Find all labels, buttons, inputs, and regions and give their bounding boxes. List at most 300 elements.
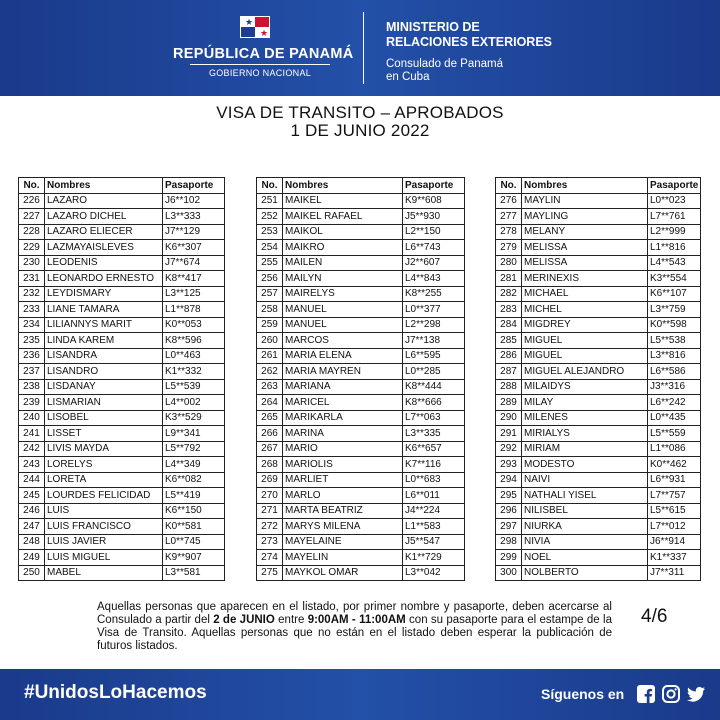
row-name: LAZARO DICHEL — [45, 209, 163, 225]
row-name: LORETA — [45, 472, 163, 488]
row-number: 277 — [496, 209, 522, 225]
table-row — [496, 395, 701, 411]
row-name: LAZARO ELIECER — [45, 224, 163, 240]
table-row — [496, 457, 701, 473]
row-passport: L6**242 — [648, 395, 701, 411]
notice-time: 9:00AM - 11:00AM — [307, 614, 406, 626]
table-row — [19, 255, 225, 271]
row-passport: K3**529 — [163, 410, 225, 426]
row-number: 269 — [257, 472, 283, 488]
row-number: 284 — [496, 317, 522, 333]
notice-text-3: con su pasaporte para el estampe de la Visa de Transito. Aquellas personas que no están en el listado deben esperar la publicación de futuros listados. — [97, 614, 612, 652]
column-header-passport: Pasaporte — [163, 178, 225, 194]
table-row — [257, 286, 465, 302]
row-name: MAYLIN — [522, 193, 648, 209]
row-number: 232 — [19, 286, 45, 302]
consulate-line-2: en Cuba — [386, 71, 430, 83]
table-row — [496, 565, 701, 581]
row-passport: L5**792 — [163, 441, 225, 457]
table-row — [257, 333, 465, 349]
table-row — [257, 395, 465, 411]
column-header-no: No. — [496, 178, 522, 194]
table-row — [496, 426, 701, 442]
row-number: 296 — [496, 503, 522, 519]
row-name: MELISSA — [522, 240, 648, 256]
table-row — [496, 441, 701, 457]
row-number: 285 — [496, 333, 522, 349]
row-passport: L7**757 — [648, 488, 701, 504]
table-row — [257, 240, 465, 256]
row-name: LAZARO — [45, 193, 163, 209]
row-number: 288 — [496, 379, 522, 395]
row-name: LEONARDO ERNESTO — [45, 271, 163, 287]
consulate-name — [386, 58, 586, 84]
table-row — [257, 410, 465, 426]
row-name: MABEL — [45, 565, 163, 581]
table-row — [496, 519, 701, 535]
row-name: MANUEL — [283, 317, 403, 333]
row-passport: K0**462 — [648, 457, 701, 473]
row-number: 299 — [496, 550, 522, 566]
row-name: LISANDRA — [45, 348, 163, 364]
row-passport: J3**316 — [648, 379, 701, 395]
row-number: 233 — [19, 302, 45, 318]
row-passport: L3**335 — [403, 426, 465, 442]
row-passport: J7**311 — [648, 565, 701, 581]
row-passport: J6**102 — [163, 193, 225, 209]
row-passport: K8**417 — [163, 271, 225, 287]
row-number: 266 — [257, 426, 283, 442]
row-name: MANUEL — [283, 302, 403, 318]
row-passport: L1**878 — [163, 302, 225, 318]
row-number: 272 — [257, 519, 283, 535]
row-name: MARLO — [283, 488, 403, 504]
row-name: MAYELIN — [283, 550, 403, 566]
table-row — [257, 503, 465, 519]
row-passport: K6**082 — [163, 472, 225, 488]
row-name: LISANDRO — [45, 364, 163, 380]
row-number: 248 — [19, 534, 45, 550]
row-name: MAIRELYS — [283, 286, 403, 302]
table-row — [19, 271, 225, 287]
column-header-no: No. — [19, 178, 45, 194]
row-passport: L5**538 — [648, 333, 701, 349]
row-number: 287 — [496, 364, 522, 380]
row-name: NOLBERTO — [522, 565, 648, 581]
table-row — [496, 193, 701, 209]
table-header-row — [257, 178, 465, 194]
row-number: 243 — [19, 457, 45, 473]
table-row — [19, 395, 225, 411]
row-number: 275 — [257, 565, 283, 581]
row-number: 228 — [19, 224, 45, 240]
row-passport: L3**581 — [163, 565, 225, 581]
row-name: MIGUEL — [522, 348, 648, 364]
row-name: MIRIALYS — [522, 426, 648, 442]
row-passport: K3**554 — [648, 271, 701, 287]
row-name: MIRIAM — [522, 441, 648, 457]
row-number: 238 — [19, 379, 45, 395]
row-number: 267 — [257, 441, 283, 457]
row-name: LUIS JAVIER — [45, 534, 163, 550]
row-number: 253 — [257, 224, 283, 240]
row-name: MAYKOL OMAR — [283, 565, 403, 581]
table-row — [257, 457, 465, 473]
row-name: MARINA — [283, 426, 403, 442]
row-number: 227 — [19, 209, 45, 225]
row-name: MERINEXIS — [522, 271, 648, 287]
row-number: 256 — [257, 271, 283, 287]
row-name: LOURDES FELICIDAD — [45, 488, 163, 504]
table-row — [496, 333, 701, 349]
table-row — [496, 271, 701, 287]
table-row — [257, 348, 465, 364]
row-name: NATHALI YISEL — [522, 488, 648, 504]
row-passport: L3**125 — [163, 286, 225, 302]
table-row — [19, 534, 225, 550]
table-row — [496, 224, 701, 240]
row-number: 279 — [496, 240, 522, 256]
row-name: LEYDISMARY — [45, 286, 163, 302]
table-row — [19, 209, 225, 225]
twitter-icon[interactable] — [686, 684, 706, 704]
row-number: 237 — [19, 364, 45, 380]
column-header-passport: Pasaporte — [403, 178, 465, 194]
row-number: 283 — [496, 302, 522, 318]
row-number: 230 — [19, 255, 45, 271]
table-row — [19, 488, 225, 504]
table-row — [19, 457, 225, 473]
row-passport: L5**539 — [163, 379, 225, 395]
table-header-row — [19, 178, 225, 194]
table-row — [19, 503, 225, 519]
row-name: MILAY — [522, 395, 648, 411]
row-number: 270 — [257, 488, 283, 504]
notice-date: 2 de JUNIO — [213, 614, 275, 626]
table-row — [496, 550, 701, 566]
title-line-1: VISA DE TRANSITO – APROBADOS — [216, 103, 504, 122]
row-name: MARIANA — [283, 379, 403, 395]
row-passport: L6**743 — [403, 240, 465, 256]
row-number: 265 — [257, 410, 283, 426]
row-number: 293 — [496, 457, 522, 473]
table-row — [496, 209, 701, 225]
row-name: MAILEN — [283, 255, 403, 271]
table-row — [496, 317, 701, 333]
row-passport: L4**543 — [648, 255, 701, 271]
row-number: 294 — [496, 472, 522, 488]
row-passport: K8**666 — [403, 395, 465, 411]
row-passport: K1**729 — [403, 550, 465, 566]
row-passport: L6**931 — [648, 472, 701, 488]
instructions-notice — [97, 601, 612, 653]
row-passport: K8**596 — [163, 333, 225, 349]
row-passport: L6**595 — [403, 348, 465, 364]
table-row — [257, 565, 465, 581]
row-number: 297 — [496, 519, 522, 535]
page-indicator: 4/6 — [641, 606, 668, 627]
row-number: 260 — [257, 333, 283, 349]
approved-list-table-1 — [18, 177, 225, 581]
row-name: MELANY — [522, 224, 648, 240]
table-row — [257, 488, 465, 504]
row-number: 268 — [257, 457, 283, 473]
table-row — [19, 410, 225, 426]
row-number: 251 — [257, 193, 283, 209]
row-passport: K9**608 — [403, 193, 465, 209]
row-passport: J6**914 — [648, 534, 701, 550]
table-row — [257, 193, 465, 209]
row-passport: L0**285 — [403, 364, 465, 380]
notice-text-1: Aquellas personas que aparecen en el listado, por primer nombre y pasaporte, deben acercarse al Consulado a partir del — [97, 601, 612, 626]
panama-flag-icon: ★ ★ — [240, 16, 270, 38]
row-number: 262 — [257, 364, 283, 380]
ministry-line-2: RELACIONES EXTERIORES — [386, 35, 552, 49]
facebook-icon[interactable] — [636, 684, 656, 704]
table-row — [496, 302, 701, 318]
row-name: LUIS FRANCISCO — [45, 519, 163, 535]
row-number: 244 — [19, 472, 45, 488]
row-number: 247 — [19, 519, 45, 535]
table-row — [257, 255, 465, 271]
row-passport: L7**063 — [403, 410, 465, 426]
row-passport: J4**224 — [403, 503, 465, 519]
government-label: GOBIERNO NACIONAL — [208, 68, 312, 78]
row-passport: K6**657 — [403, 441, 465, 457]
table-row — [496, 364, 701, 380]
row-name: LUIS — [45, 503, 163, 519]
row-name: NOEL — [522, 550, 648, 566]
table-row — [19, 193, 225, 209]
table-row — [257, 317, 465, 333]
row-number: 245 — [19, 488, 45, 504]
table-row — [19, 550, 225, 566]
row-name: MICHEL — [522, 302, 648, 318]
row-name: MICHAEL — [522, 286, 648, 302]
row-name: MARIA MAYREN — [283, 364, 403, 380]
row-name: LORELYS — [45, 457, 163, 473]
table-row — [257, 550, 465, 566]
row-name: MIGUEL — [522, 333, 648, 349]
row-name: LUIS MIGUEL — [45, 550, 163, 566]
row-passport: L0**683 — [403, 472, 465, 488]
row-name: MARLIET — [283, 472, 403, 488]
row-passport: L3**759 — [648, 302, 701, 318]
row-name: NILISBEL — [522, 503, 648, 519]
row-number: 259 — [257, 317, 283, 333]
instagram-icon[interactable] — [661, 684, 681, 704]
row-passport: K6**150 — [163, 503, 225, 519]
table-row — [496, 472, 701, 488]
row-number: 295 — [496, 488, 522, 504]
row-number: 255 — [257, 255, 283, 271]
row-name: NIURKA — [522, 519, 648, 535]
row-name: LISOBEL — [45, 410, 163, 426]
row-passport: K0**053 — [163, 317, 225, 333]
row-number: 249 — [19, 550, 45, 566]
notice-text-2: entre — [274, 614, 308, 626]
row-passport: L7**761 — [648, 209, 701, 225]
table-row — [19, 364, 225, 380]
table-row — [257, 534, 465, 550]
row-number: 274 — [257, 550, 283, 566]
row-number: 246 — [19, 503, 45, 519]
row-passport: L3**333 — [163, 209, 225, 225]
table-row — [257, 209, 465, 225]
row-number: 235 — [19, 333, 45, 349]
column-header-name: Nombres — [45, 178, 163, 194]
table-row — [19, 519, 225, 535]
table-row — [19, 286, 225, 302]
row-name: LINDA KAREM — [45, 333, 163, 349]
row-number: 273 — [257, 534, 283, 550]
row-passport: K8**444 — [403, 379, 465, 395]
row-number: 292 — [496, 441, 522, 457]
row-passport: L4**349 — [163, 457, 225, 473]
row-passport: L2**150 — [403, 224, 465, 240]
row-name: MAYLING — [522, 209, 648, 225]
row-passport: L0**435 — [648, 410, 701, 426]
row-name: MELISSA — [522, 255, 648, 271]
table-row — [19, 224, 225, 240]
row-name: MARCOS — [283, 333, 403, 349]
row-name: MAIKEL — [283, 193, 403, 209]
row-passport: L5**559 — [648, 426, 701, 442]
table-row — [496, 488, 701, 504]
ministry-title — [386, 20, 586, 50]
row-number: 289 — [496, 395, 522, 411]
table-row — [257, 271, 465, 287]
table-row — [19, 333, 225, 349]
row-name: MIGDREY — [522, 317, 648, 333]
row-number: 234 — [19, 317, 45, 333]
row-name: MODESTO — [522, 457, 648, 473]
row-name: NIVIA — [522, 534, 648, 550]
column-header-name: Nombres — [522, 178, 648, 194]
table-row — [19, 302, 225, 318]
row-name: MAYELAINE — [283, 534, 403, 550]
row-number: 282 — [496, 286, 522, 302]
row-name: MAIKEL RAFAEL — [283, 209, 403, 225]
row-name: MARTA BEATRIZ — [283, 503, 403, 519]
table-row — [19, 472, 225, 488]
row-number: 286 — [496, 348, 522, 364]
table-row — [257, 224, 465, 240]
row-name: MILENES — [522, 410, 648, 426]
row-number: 276 — [496, 193, 522, 209]
title-line-2: 1 DE JUNIO 2022 — [290, 121, 430, 140]
hashtag: #UnidosLoHacemos — [24, 682, 207, 703]
approved-list-table-2 — [256, 177, 465, 581]
row-name: MAIKRO — [283, 240, 403, 256]
row-passport: L6**586 — [648, 364, 701, 380]
row-number: 239 — [19, 395, 45, 411]
row-number: 280 — [496, 255, 522, 271]
row-number: 229 — [19, 240, 45, 256]
row-number: 291 — [496, 426, 522, 442]
document-title — [0, 104, 720, 140]
row-number: 241 — [19, 426, 45, 442]
table-row — [257, 426, 465, 442]
row-number: 261 — [257, 348, 283, 364]
row-number: 258 — [257, 302, 283, 318]
row-passport: J5**930 — [403, 209, 465, 225]
table-header-row — [496, 178, 701, 194]
table-row — [19, 441, 225, 457]
row-passport: L0**377 — [403, 302, 465, 318]
row-passport: K9**907 — [163, 550, 225, 566]
row-name: LEODENIS — [45, 255, 163, 271]
row-number: 257 — [257, 286, 283, 302]
row-name: LIANE TAMARA — [45, 302, 163, 318]
row-passport: L9**341 — [163, 426, 225, 442]
row-passport: J7**138 — [403, 333, 465, 349]
footer-banner — [0, 669, 720, 720]
table-row — [496, 348, 701, 364]
table-row — [496, 286, 701, 302]
row-passport: K6**307 — [163, 240, 225, 256]
row-name: LAZMAYAISLEVES — [45, 240, 163, 256]
row-name: MILAIDYS — [522, 379, 648, 395]
table-row — [257, 519, 465, 535]
row-passport: L3**816 — [648, 348, 701, 364]
row-passport: L3**042 — [403, 565, 465, 581]
row-number: 252 — [257, 209, 283, 225]
table-row — [257, 302, 465, 318]
table-row — [496, 240, 701, 256]
row-passport: L5**419 — [163, 488, 225, 504]
row-name: MARIOLIS — [283, 457, 403, 473]
row-name: MARICEL — [283, 395, 403, 411]
row-number: 281 — [496, 271, 522, 287]
table-row — [257, 441, 465, 457]
table-row — [257, 364, 465, 380]
row-number: 264 — [257, 395, 283, 411]
table-row — [496, 410, 701, 426]
table-row — [19, 348, 225, 364]
row-passport: K1**332 — [163, 364, 225, 380]
table-row — [496, 255, 701, 271]
row-passport: L2**999 — [648, 224, 701, 240]
row-number: 240 — [19, 410, 45, 426]
ministry-line-1: MINISTERIO DE — [386, 20, 480, 34]
row-passport: K7**116 — [403, 457, 465, 473]
table-row — [19, 240, 225, 256]
column-header-name: Nombres — [283, 178, 403, 194]
table-row — [19, 426, 225, 442]
republic-name: REPÚBLICA DE PANAMÁ — [173, 46, 354, 62]
row-number: 298 — [496, 534, 522, 550]
row-name: LISSET — [45, 426, 163, 442]
row-passport: L0**745 — [163, 534, 225, 550]
row-name: MARIO — [283, 441, 403, 457]
row-name: LISDANAY — [45, 379, 163, 395]
consulate-line-1: Consulado de Panamá — [386, 58, 503, 70]
row-passport: K6**107 — [648, 286, 701, 302]
row-passport: L2**298 — [403, 317, 465, 333]
row-passport: J2**607 — [403, 255, 465, 271]
row-number: 254 — [257, 240, 283, 256]
row-name: LILIANNYS MARIT — [45, 317, 163, 333]
row-name: MAIKOL — [283, 224, 403, 240]
row-passport: L6**011 — [403, 488, 465, 504]
row-name: MARIKARLA — [283, 410, 403, 426]
row-passport: J7**129 — [163, 224, 225, 240]
table-row — [19, 317, 225, 333]
row-passport: L0**463 — [163, 348, 225, 364]
row-name: MARYS MILENA — [283, 519, 403, 535]
table-row — [257, 379, 465, 395]
